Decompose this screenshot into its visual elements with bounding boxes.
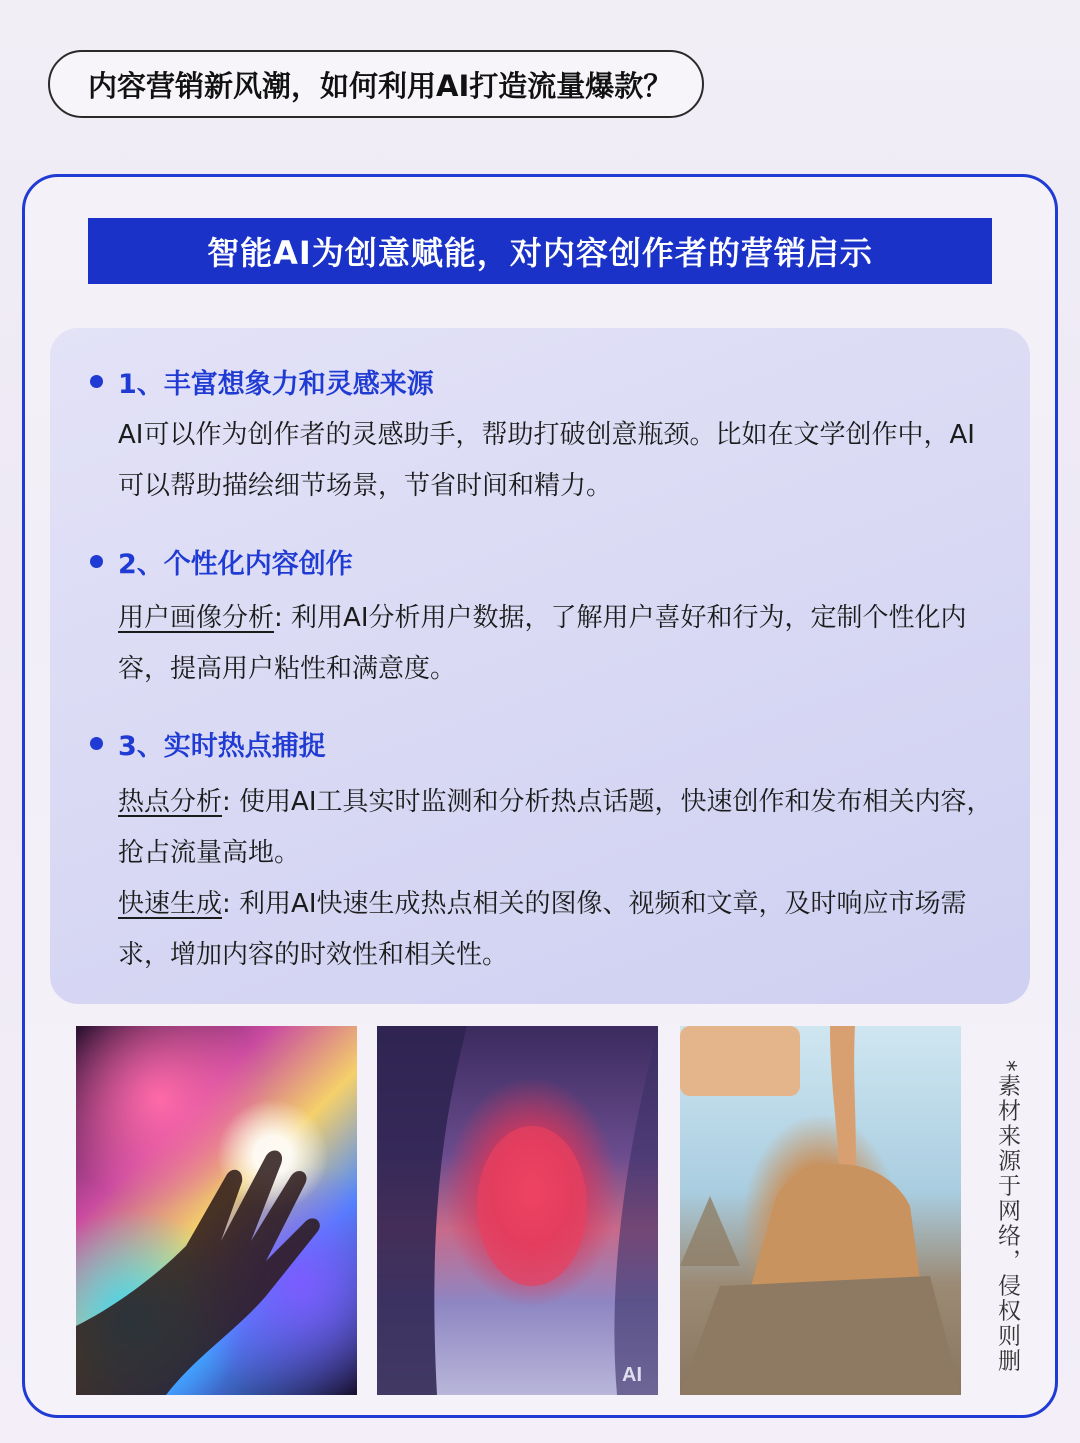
banner: [88, 218, 992, 284]
face-scene: [377, 1026, 658, 1395]
paragraph-text: : 利用AI快速生成热点相关的图像、视频和文章，及时响应市场需求，增加内容的时效性和相关性。: [118, 889, 967, 970]
bullet-dot-icon: [90, 555, 103, 568]
section-2-paragraph: [118, 593, 998, 695]
image-sphinx-pour: [680, 1026, 961, 1395]
section-3-paragraph-2: [118, 879, 998, 981]
paragraph-text: AI可以作为创作者的灵感助手，帮助打破创意瓶颈。比如在文学创作中，AI可以帮助描绘细节场景，节省时间和精力。: [118, 420, 975, 501]
section-title-text: 1、丰富想象力和灵感来源: [118, 369, 434, 400]
section-title-2: [90, 542, 353, 581]
sphinx-scene: [680, 1026, 961, 1395]
header-title-pill: [48, 50, 704, 118]
image-watermark: AI: [622, 1364, 642, 1386]
bullet-dot-icon: [90, 737, 103, 750]
header-title: 内容营销新风潮，如何利用AI打造流量爆款？: [88, 68, 673, 103]
paragraph-label: 热点分析: [118, 787, 223, 817]
paragraph-label: 用户画像分析: [118, 603, 275, 633]
paragraph-label: 快速生成: [118, 889, 223, 919]
section-title-text: 3、实时热点捕捉: [118, 731, 326, 762]
section-title-text: 2、个性化内容创作: [118, 549, 353, 580]
source-note: *素材来源于网络，侵权则删: [994, 1060, 1020, 1374]
section-title-1: [90, 362, 434, 401]
paragraph-text: : 使用AI工具实时监测和分析热点话题，快速创作和发布相关内容，抢占流量高地。: [118, 787, 993, 868]
bullet-dot-icon: [90, 375, 103, 388]
section-3-paragraph-1: [118, 777, 998, 879]
image-hand-light: [76, 1026, 357, 1395]
image-face-canyon: [377, 1026, 658, 1395]
section-title-3: [90, 724, 326, 763]
paragraph-text: : 利用AI分析用户数据，了解用户喜好和行为，定制个性化内容，提高用户粘性和满意度。: [118, 603, 967, 684]
hand-silhouette: [76, 1026, 357, 1395]
banner-title: 智能AI为创意赋能，对内容创作者的营销启示: [207, 234, 873, 272]
section-1-paragraph: [118, 410, 998, 512]
